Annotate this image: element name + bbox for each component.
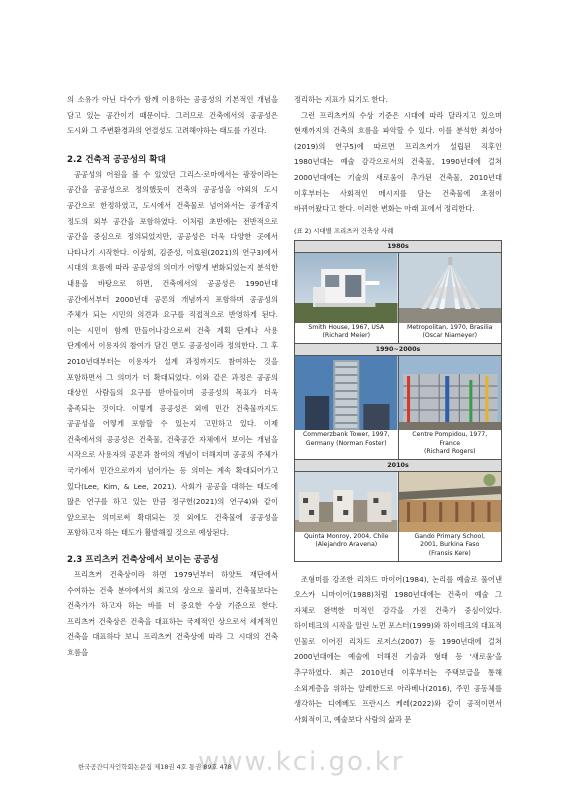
table-cell <box>295 252 399 343</box>
table-cell <box>398 355 502 459</box>
watermark: www.kci.go.kr <box>198 747 405 777</box>
paragraph-publicness-expansion: 공공성의 어원을 볼 수 있었던 그리스·로마에서는 광장이라는 공간을 공공성으로 정의했듯이 건축의 공공성을 야외의 도시 공간으로 한정하였고, 도시에서 건축물로 넘어와서는 공개공지 정도의 외부 공간을 포함하였다. 이처럼 초반에는 전반적으로 공간을 중심으로 정의되었지만, 공공성은 더욱 다양한 곳에서 나타나기 시작한다. 이상희, 김준성, 이효원(2021)의 연구3)에서 시대의 흐름에 따라 공공성의 의미가 어떻게 변화되었는지 분석한 내용을 바탕으로 하면, 건축에서의 공공성은 1990년대 공간에서부터 2000년대 공론의 개념까지 포함하며 공공성의 주체가 되는 시민의 의견과 요구를 직접적으로 반영하게 된다. 이는 시민이 함께 만들어나감으로써 건축 계획 단계나 사용 단계에서 이용자의 참여가 담긴 면도 공공성이라 정의한다. 그 후 2010년대부터는 이용자가 설계 과정까지도 참여하는 것을 포함하면서 그 의미가 더 확대되었다. 이와 같은 과정은 공공의 대상인 사람들의 요구를 받아들이며 공공성의 목표가 더욱 충족되는 것이다. 이렇게 공공성은 외에 민간 건축물까지도 공공성을 어떻게 포함할 수 있는지 고민하고 있다. 이제 건축에서의 공공성은 건축물, 건축공간 자체에서 보이는 개념을 시작으로 사용자의 공론과 참여의 개념이 더해지며 공공의 주체가 국가에서 민간으로까지 넘어가는 등 의미는 계속 확대되어가고 있다(Lee, Kim, & Lee, 2021). 사회가 공공을 대하는 태도에 많은 연구를 하고 있는 만큼 정구헌(2021)의 연구4)와 같이 앞으로는 의미로써 확대되는 것 외에도 건축물에 공공성을 포함하고자 하는 태도가 활발해질 것으로 예상된다. <box>67 169 278 538</box>
era-header-2010s: 2010s <box>295 459 502 471</box>
paragraph-pritzker-analysis: 조형미를 강조한 리차드 마이어(1984), 논리를 예술로 풀어낸 오스카 니마이어(1988)처럼 1980년대에는 건축이 예술 그 자체로 완벽한 미적인 감각을 가진 건축가 중심이었다. 하이테크의 시작을 알린 노먼 포스터(1999)와 하이테크의 대표적 인물로 이어진 리차드 로저스(2007) 등 1990년대에 걸쳐 2000년대에는 예술에 더해진 기술과 형태 등 '새로움'을 추구하였다. 최근 2010년대 이후부터는 주택보급을 통해 소외계층을 위하는 알레한드로 아라베나(2016), 주민 공동체를 생각하는 디에베도 프란시스 케레(2022)와 같이 공적이면서 사회적이고, 예술보다 사람의 삶과 문 <box>294 574 502 724</box>
paragraph-intro: 의 소유가 아닌 다수가 함께 이용하는 공공성의 기본적인 개념을 담고 있는 공간이기 때문이다. 그러므로 건축에서의 공공성은 도시와 그 주변환경과의 연결성도 고려해야하는 태도를 가진다. <box>67 95 278 136</box>
left-column <box>67 92 278 661</box>
paragraph-pritzker-intro: 프리츠커 건축상이라 하면 1979년부터 하얏트 재단에서 수여하는 건축 분야에서의 최고의 상으로 불리며, 건축물보다는 건축가가 하고자 하는 바를 더 중요한 수상 기준으로 한다. 프리츠커 건축상은 건축을 대표하는 국제적인 상으로서 세계적인 건축을 대표하다 보니 프리츠커 건축상에 따라 그 시대의 건축 흐름을 <box>67 570 278 657</box>
pompidou-photo <box>399 356 502 430</box>
white-house-photo <box>295 253 398 323</box>
table-cell <box>295 355 399 459</box>
photo-caption: Commerzbank Tower, 1997, Germany (Norman Foster) <box>302 430 390 447</box>
tower-photo <box>295 356 398 430</box>
paragraph-pritzker-criteria: 그런 프리츠커의 수상 기준은 시대에 따라 달라지고 있으며 현재까지의 건축의 흐름을 파악할 수 있다. 이를 분석한 최성아(2019)의 연구5)에 따르면 프리츠커가 설립된 직후인 1980년대는 예술 감각으로서의 건축물, 1990년대에 걸쳐 2000년대에는 기술의 새로움이 추가된 건축물, 2010년대 이후부터는 사회적인 메시지를 담는 건축물에 초점이 바뀌어왔다고 한다. 이러한 변화는 아래 표에서 정리한다. <box>294 110 502 214</box>
table-cell <box>295 471 399 561</box>
era-header-1980s: 1980s <box>295 240 502 252</box>
school-photo <box>399 472 502 532</box>
page-footer: 한국공간디자인학회논문집 제18권 4호 통권 89호 478 <box>78 763 232 771</box>
section-heading-2-2: 2.2 건축적 공공성의 확대 <box>67 154 166 165</box>
cathedral-photo <box>399 253 502 323</box>
right-column <box>294 92 502 727</box>
photo-caption: Metropolitan, 1970, Brasilia (Oscar Niameyer) <box>407 323 493 340</box>
photo-caption: Centre Pompidou, 1977, France (Richard Rogers) <box>412 430 488 456</box>
table-cell <box>398 252 502 343</box>
housing-photo <box>295 472 398 532</box>
pritzker-table <box>294 240 502 562</box>
photo-caption: Quinta Monroy, 2004, Chile (Alejandro Aravena) <box>303 532 389 549</box>
table-caption: (표 2) 시대별 프리츠커 건축상 사례 <box>294 226 394 235</box>
photo-caption: Smith House, 1967, USA (Richard Meier) <box>308 323 385 340</box>
paragraph-continuation: 정리하는 지표가 되기도 한다. <box>294 95 388 104</box>
table-cell <box>398 471 502 561</box>
section-heading-2-3: 2.3 프리츠커 건축상에서 보이는 공공성 <box>67 555 219 566</box>
photo-caption: Gando Primary School, 2001, Burkina Faso (Fransis Kere) <box>414 532 486 557</box>
era-header-1990-2000s: 1990~2000s <box>295 343 502 355</box>
